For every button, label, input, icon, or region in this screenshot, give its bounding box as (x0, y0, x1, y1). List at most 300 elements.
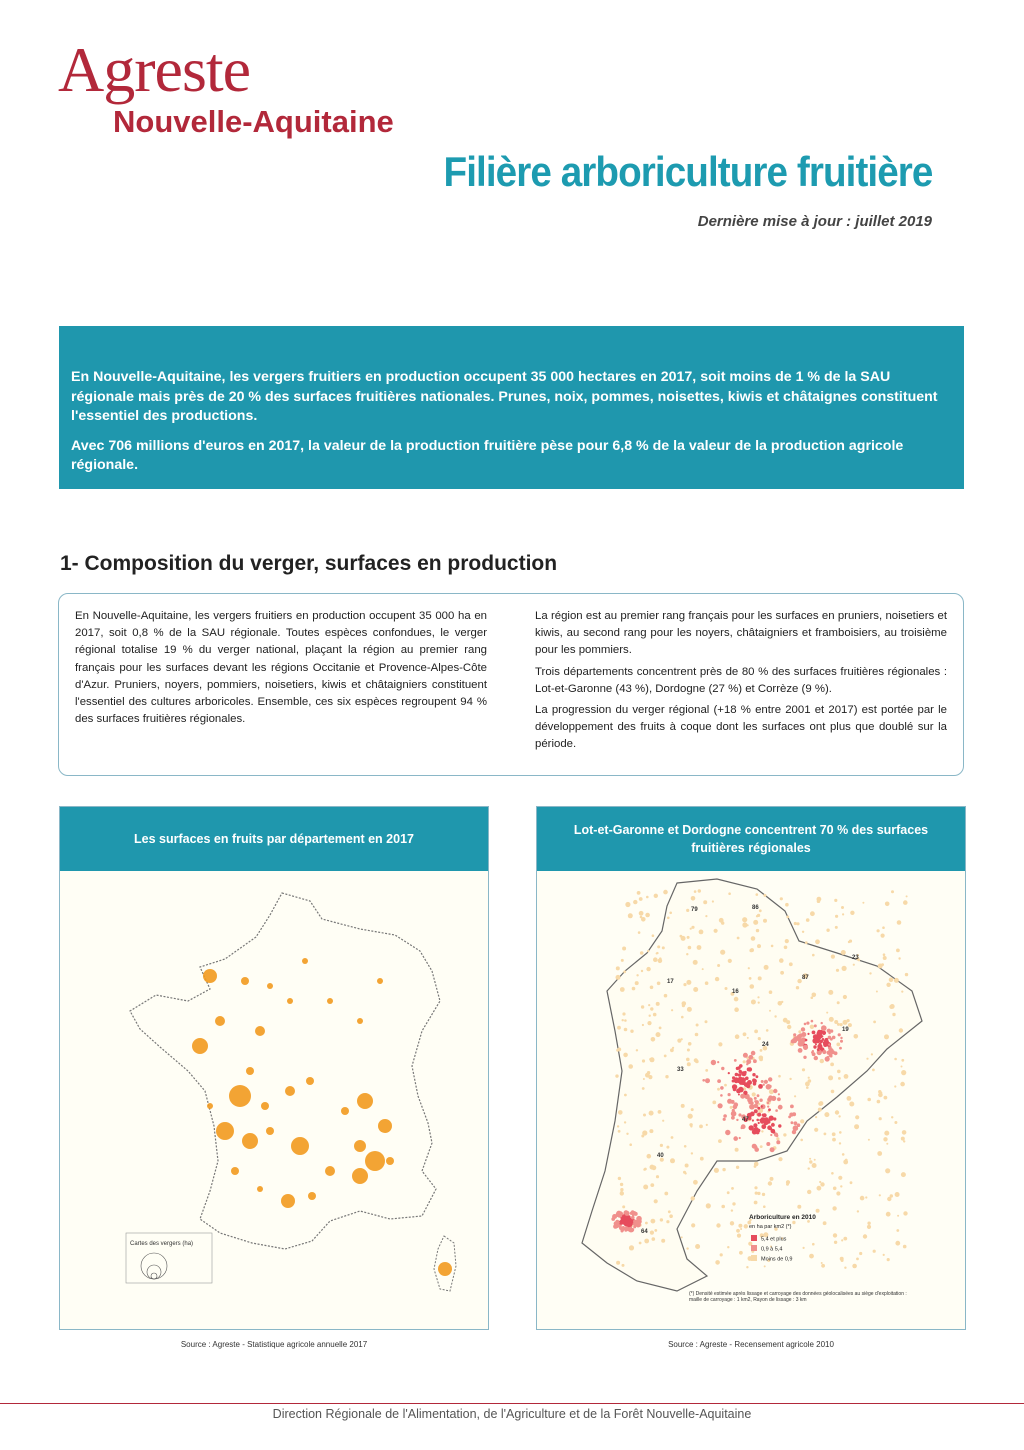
density-dot-low (712, 900, 714, 902)
density-dot-low (836, 1191, 840, 1195)
density-dot-high (720, 1094, 723, 1097)
density-dot-high (768, 1077, 772, 1081)
density-dot-low (817, 899, 821, 903)
density-dot-low (695, 1033, 699, 1037)
density-dot-low (814, 1159, 816, 1161)
density-dot-low (797, 1205, 801, 1209)
density-dot-low (798, 1030, 801, 1033)
density-dot-low (843, 995, 847, 999)
density-dot-high (769, 1116, 774, 1121)
density-dot-low (894, 1058, 897, 1061)
density-dot-high (753, 1123, 757, 1127)
density-dot-high (624, 1229, 627, 1232)
density-dot-low (836, 969, 839, 972)
density-dot-high (770, 1134, 772, 1136)
density-dot-low (754, 1030, 758, 1034)
density-dot-high (725, 1130, 730, 1135)
density-dot-low (834, 1020, 838, 1024)
density-dot-high (763, 1118, 766, 1121)
density-dot-low (646, 967, 650, 971)
density-dot-low (715, 1260, 720, 1265)
density-dot-high (738, 1087, 744, 1093)
density-dot-high (627, 1221, 633, 1227)
density-dot-low (688, 946, 692, 950)
density-dot-low (643, 1114, 646, 1117)
density-dot-low (653, 1013, 657, 1017)
density-dot-low (641, 1135, 644, 1138)
density-dot-low (693, 1180, 698, 1185)
density-dot-low (727, 1246, 729, 1248)
density-dot-low (812, 1243, 815, 1246)
legend-note-wrapper (689, 1291, 919, 1317)
density-dot-low (720, 1253, 723, 1256)
density-dot-high (761, 1120, 763, 1122)
orchard-circle (357, 1093, 373, 1109)
density-dot-low (662, 1120, 664, 1122)
section-text-box (58, 593, 964, 776)
density-dot-high (799, 1033, 803, 1037)
density-dot-high (736, 1119, 738, 1121)
density-dot-low (622, 1264, 625, 1267)
orchard-circle (308, 1192, 316, 1200)
density-dot-low (862, 902, 864, 904)
density-dot-low (849, 940, 852, 943)
legend-label: 5,4 et plus (761, 1236, 787, 1243)
density-dot-high (817, 1039, 819, 1041)
density-dot-low (632, 987, 636, 991)
density-dot-low (725, 987, 728, 990)
section-title: 1- Composition du verger, surfaces en production (60, 552, 558, 575)
density-dot-low (869, 972, 871, 974)
density-dot-high (831, 1050, 835, 1054)
density-dot-low (899, 1028, 903, 1032)
density-dot-high (812, 1038, 817, 1043)
density-dot-low (747, 1037, 749, 1039)
france-map-graphic (60, 871, 487, 1328)
density-dot-low (780, 897, 783, 900)
density-dot-high (617, 1213, 622, 1218)
density-dot-low (894, 1121, 897, 1124)
density-dot-high (723, 1118, 726, 1121)
density-dot-low (814, 1128, 818, 1132)
density-dot-high (805, 1039, 808, 1042)
density-dot-high (764, 1080, 768, 1084)
density-dot-low (844, 1267, 846, 1269)
density-dot-high (788, 1116, 791, 1119)
density-dot-low (693, 987, 698, 992)
density-dot-high (752, 1144, 757, 1149)
density-dot-low (691, 1108, 694, 1111)
orchard-circle (261, 1102, 269, 1110)
density-dot-low (803, 1247, 805, 1249)
density-dot-high (741, 1081, 745, 1085)
density-dot-low (877, 929, 880, 932)
density-dot-low (816, 1209, 820, 1213)
map-source-right: Source : Agreste - Recensement agricole 2010 (668, 1340, 834, 1349)
density-dot-low (681, 1016, 684, 1019)
density-dot-high (738, 1073, 742, 1077)
density-dot-low (755, 1192, 758, 1195)
last-update: Dernière mise à jour : juillet 2019 (697, 213, 932, 230)
density-dot-high (762, 1114, 765, 1117)
density-dot-low (770, 1177, 774, 1181)
map-title: Lot-et-Garonne et Dordogne concentrent 70 % des surfaces fruitières régionales (537, 807, 965, 871)
density-dot-low (728, 959, 732, 963)
density-dot-high (803, 1045, 808, 1050)
density-dot-high (803, 1056, 806, 1059)
density-dot-low (617, 1125, 619, 1127)
density-dot-high (827, 1029, 831, 1033)
density-dot-low (639, 897, 643, 901)
density-dot-low (833, 1187, 837, 1191)
density-dot-low (643, 1078, 645, 1080)
density-dot-low (732, 1202, 735, 1205)
density-dot-low (616, 1049, 619, 1052)
text-column-left (75, 608, 487, 767)
orchard-circle (357, 1018, 363, 1024)
density-dot-high (767, 1102, 769, 1104)
density-dot-low (647, 950, 649, 952)
density-dot-low (703, 900, 707, 904)
density-dot-low (696, 1024, 699, 1027)
orchard-circle (377, 978, 383, 984)
density-dot-low (805, 941, 808, 944)
density-dot-low (867, 1098, 871, 1102)
density-dot-low (828, 1075, 833, 1080)
density-dot-low (759, 1058, 763, 1062)
density-dot-low (717, 964, 720, 967)
density-dot-low (901, 1070, 906, 1075)
density-dot-low (721, 921, 724, 924)
density-dot-low (891, 890, 894, 893)
density-dot-low (809, 1158, 811, 1160)
density-dot-low (901, 1137, 905, 1141)
density-dot-low (618, 1177, 621, 1180)
density-dot-low (714, 929, 718, 933)
orchard-circle (266, 1127, 274, 1135)
density-dot-high (822, 1027, 826, 1031)
density-dot-low (837, 1001, 840, 1004)
density-dot-high (838, 1033, 841, 1036)
density-dot-low (636, 1049, 638, 1051)
density-dot-low (715, 977, 719, 981)
density-dot-low (831, 1172, 834, 1175)
density-dot-low (691, 926, 694, 929)
density-dot-low (705, 915, 707, 917)
density-dot-low (778, 1075, 781, 1078)
density-dot-low (623, 970, 626, 973)
density-dot-low (690, 928, 692, 930)
density-dot-low (901, 1066, 903, 1068)
density-dot-low (780, 971, 784, 975)
density-dot-low (662, 946, 665, 949)
density-dot-low (809, 1160, 812, 1163)
density-dot-low (642, 1087, 645, 1090)
orchard-circle (242, 1133, 258, 1149)
density-dot-low (854, 1124, 859, 1129)
density-dot-low (794, 1095, 796, 1097)
density-dot-low (759, 909, 762, 912)
map-panel-region (536, 806, 966, 1330)
density-dot-high (752, 1078, 756, 1082)
density-dot-low (736, 1229, 740, 1233)
orchard-circle (281, 1194, 295, 1208)
density-dot-low (686, 980, 691, 985)
density-dot-high (738, 1094, 740, 1096)
density-legend (751, 1235, 793, 1263)
density-dot-low (734, 1007, 739, 1012)
density-dot-low (879, 1117, 882, 1120)
legend-unit: en ha par km2 (*) (749, 1224, 792, 1230)
density-dot-low (648, 1075, 652, 1079)
density-dot-high (759, 1099, 762, 1102)
orchard-circle (378, 1119, 392, 1133)
density-dot-high (752, 1119, 754, 1121)
orchard-circle (229, 1085, 251, 1107)
density-dot-low (641, 970, 643, 972)
density-dot-low (705, 1020, 708, 1023)
density-dot-low (670, 1158, 675, 1163)
density-dot-low (758, 1002, 760, 1004)
density-dot-low (651, 1219, 656, 1224)
density-dot-high (792, 1130, 796, 1134)
text-paragraph: En Nouvelle-Aquitaine, les vergers fruitiers en production occupent 35 000 ha en 2017, soit 0,8 % de la SAU régionale. Toutes espèces confondues, le verger régional totalise 19 % du verger national, plaçant la région au premier rang français pour les surfaces devant les régions Occitanie et Provence-Alpes-Côte d'Azur. Pruniers, noyers, pommiers, noisetiers, kiwis et châtaigniers constituent l'essentiel des cultures arboricoles. Ensemble, ces six espèces regroupent 94 % des surfaces fruitières régionales. (75, 610, 487, 726)
density-dot-low (855, 1115, 859, 1119)
density-dot-low (616, 975, 621, 980)
density-dot-low (649, 1129, 653, 1133)
density-dot-low (867, 1222, 870, 1225)
density-dot-low (681, 1236, 683, 1238)
density-dot-low (887, 1197, 891, 1201)
density-dot-low (666, 1146, 669, 1149)
density-dot-low (716, 1223, 720, 1227)
density-dot-low (769, 1010, 771, 1012)
map-source-left: Source : Agreste - Statistique agricole annuelle 2017 (180, 1340, 368, 1349)
density-dot-low (652, 934, 655, 937)
density-dot-high (731, 1100, 735, 1104)
density-dot-low (886, 1143, 888, 1145)
density-dot-high (718, 1103, 723, 1108)
density-dot-low (684, 1145, 687, 1148)
density-dot-high (758, 1122, 760, 1124)
density-dot-high (744, 1071, 747, 1074)
density-dot-low (754, 1186, 757, 1189)
density-dot-low (757, 996, 759, 998)
density-dot-low (903, 900, 908, 905)
density-dot-low (884, 1034, 889, 1039)
density-dot-high (743, 1053, 748, 1058)
density-dot-low (818, 1102, 822, 1106)
density-dot-high (736, 1067, 739, 1070)
density-dot-low (663, 890, 668, 895)
density-dot-low (642, 1059, 645, 1062)
orchard-circle (246, 1067, 254, 1075)
density-dot-low (730, 1221, 734, 1225)
density-dot-low (656, 952, 658, 954)
density-dot-low (647, 1021, 651, 1025)
density-dot-low (852, 1264, 857, 1269)
density-dot-low (902, 1130, 907, 1135)
density-dot-low (686, 953, 688, 955)
density-dot-low (856, 1258, 859, 1261)
legend-label: Moins de 0,9 (761, 1256, 793, 1263)
density-dot-high (711, 1060, 716, 1065)
density-dot-low (792, 1221, 795, 1224)
density-dot-low (648, 1004, 650, 1006)
density-dot-low (699, 1125, 703, 1129)
density-dot-low (647, 1154, 652, 1159)
density-dot-high (761, 1080, 764, 1083)
density-dot-high (814, 1024, 817, 1027)
density-dot-low (849, 1102, 854, 1107)
density-dot-high (793, 1033, 796, 1036)
density-dot-low (649, 1058, 651, 1060)
density-dot-low (842, 1153, 845, 1156)
density-dot-low (834, 1241, 837, 1244)
density-dot-low (769, 1089, 774, 1094)
density-dot-low (730, 1106, 733, 1109)
density-dot-high (754, 1109, 758, 1113)
density-dot-low (843, 1160, 848, 1165)
density-dot-low (886, 1212, 891, 1217)
density-dot-high (770, 1147, 775, 1152)
density-dot-low (841, 950, 846, 955)
department-label: 47 (742, 1117, 749, 1123)
density-dot-low (785, 939, 789, 943)
density-dot-low (815, 1116, 817, 1118)
density-dot-high (828, 1036, 832, 1040)
density-dot-high (801, 1027, 805, 1031)
footer-divider (0, 1403, 1024, 1404)
density-dot-low (628, 1064, 633, 1069)
agreste-logo: Agreste (58, 34, 251, 105)
density-dot-low (641, 1005, 644, 1008)
density-dot-high (827, 1056, 830, 1059)
department-label: 33 (677, 1067, 684, 1073)
density-dot-low (831, 1090, 835, 1094)
density-dot-low (624, 1121, 626, 1123)
density-dot-low (633, 900, 637, 904)
density-dot-low (643, 1185, 648, 1190)
density-dot-low (806, 1086, 809, 1089)
density-dot-low (683, 983, 686, 986)
density-dot-low (660, 1144, 663, 1147)
density-dot-high (812, 1031, 816, 1035)
density-dot-low (706, 1124, 708, 1126)
density-dot-low (650, 1165, 655, 1170)
density-dot-low (664, 1055, 667, 1058)
density-dot-low (664, 994, 668, 998)
density-dot-high (814, 1056, 818, 1060)
density-dot-high (749, 1104, 755, 1110)
density-dot-low (714, 1168, 719, 1173)
density-dot-low (625, 902, 630, 907)
density-dot-low (731, 1209, 733, 1211)
density-dot-high (777, 1097, 781, 1101)
france-map (60, 871, 488, 1329)
density-dot-high (811, 1051, 813, 1053)
department-label: 16 (732, 989, 739, 995)
density-dot-low (750, 984, 755, 989)
density-dot-low (690, 1125, 692, 1127)
density-dot-low (769, 990, 773, 994)
density-dot-low (860, 1196, 865, 1201)
text-column-right (535, 608, 947, 767)
density-dot-high (753, 1082, 757, 1086)
orchard-circle (352, 1168, 368, 1184)
legend-swatch (751, 1235, 757, 1241)
density-dot-low (905, 973, 908, 976)
text-paragraph: Trois départements concentrent près de 80 % des surfaces fruitières régionales : Lot-et-Garonne (43 %), Dordogne (27 %) et Corrèze (9 %). (535, 665, 947, 695)
density-dot-low (751, 1000, 756, 1005)
density-dot-low (837, 1070, 841, 1074)
density-dot-low (688, 1042, 692, 1046)
density-dot-low (758, 1037, 761, 1040)
density-dot-low (658, 959, 663, 964)
density-dot-low (778, 1157, 782, 1161)
density-dot-high (773, 1117, 776, 1120)
density-dot-low (842, 913, 844, 915)
density-dot-low (843, 1020, 848, 1025)
density-dot-low (717, 1088, 720, 1091)
orchard-circle (257, 1186, 263, 1192)
density-dot-low (681, 936, 686, 941)
density-dot-low (682, 1004, 685, 1007)
density-dot-low (760, 1145, 763, 1148)
density-dot-low (685, 1164, 689, 1168)
density-dot-low (645, 913, 650, 918)
density-dot-low (650, 986, 654, 990)
density-dot-low (616, 966, 620, 970)
density-dot-low (789, 962, 793, 966)
density-dot-low (659, 1027, 662, 1030)
orchard-circle (386, 1157, 394, 1165)
density-dot-low (658, 1110, 662, 1114)
density-dot-low (886, 983, 890, 987)
density-dot-low (850, 1181, 853, 1184)
density-dot-low (656, 1032, 661, 1037)
density-dot-low (742, 922, 747, 927)
density-dot-high (756, 1131, 760, 1135)
density-dot-high (746, 1084, 749, 1087)
orchard-circle (291, 1137, 309, 1155)
density-dot-low (810, 1025, 814, 1029)
density-dot-low (639, 1242, 642, 1245)
density-dot-low (844, 1074, 849, 1079)
region-map-graphic (537, 871, 964, 1328)
density-dot-high (632, 1213, 634, 1215)
density-dot-low (883, 953, 886, 956)
density-dot-low (744, 1224, 748, 1228)
density-dot-low (841, 1239, 843, 1241)
density-dot-low (705, 1069, 708, 1072)
density-dot-low (695, 1244, 700, 1249)
density-dot-low (786, 1183, 789, 1186)
density-dot-low (628, 913, 633, 918)
density-dot-high (822, 1050, 826, 1054)
density-dot-low (812, 1163, 817, 1168)
density-dot-high (798, 1048, 803, 1053)
density-dot-low (812, 993, 817, 998)
density-dot-low (691, 1152, 693, 1154)
orchard-circle (216, 1122, 234, 1140)
summary-box (59, 326, 964, 489)
density-dot-high (768, 1085, 771, 1088)
density-dot-high (794, 1036, 799, 1041)
density-dot-low (781, 1001, 783, 1003)
density-dot-low (687, 936, 690, 939)
density-dot-low (624, 1028, 628, 1032)
